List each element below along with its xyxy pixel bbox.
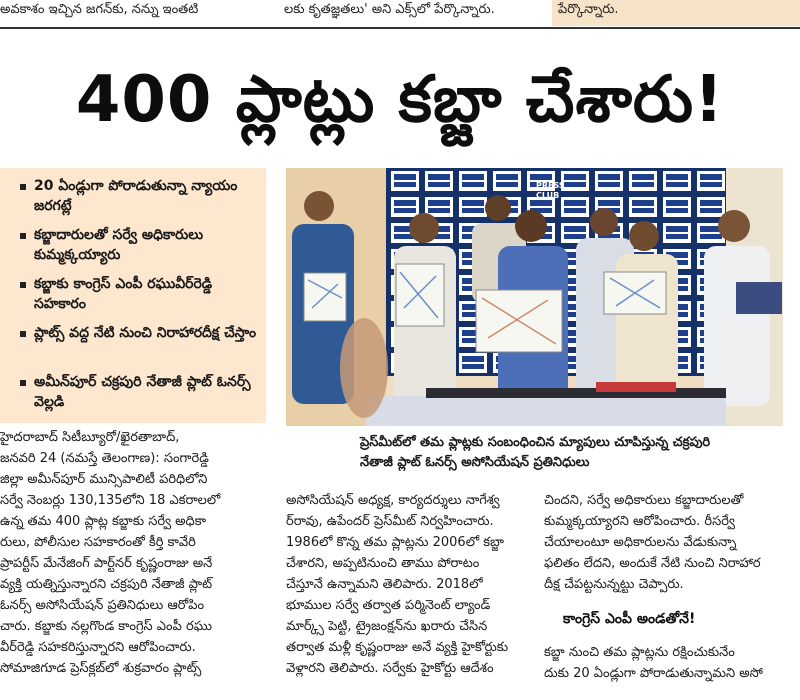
article-line: కబ్జా నుంచి తమ ప్లాట్లను రక్షించుకునేం bbox=[544, 645, 735, 660]
article-line: దుకు 20 ఏండ్లుగా పోరాడుతున్నామని అసో bbox=[544, 666, 763, 681]
article-line: ర్‌రావు, ఉపేందర్ ప్రెస్‌మీట్ నిర్వహించారు. bbox=[286, 514, 494, 529]
bullet-icon bbox=[20, 184, 26, 190]
article-subheading: కాంగ్రెస్ ఎంపీ అండతోనే! bbox=[563, 611, 696, 627]
article-line: చారు. కబ్జాకు నల్లగొండ కాంగ్రెస్ ఎంపీ రఘు bbox=[0, 619, 212, 634]
article-line: ఫలితం లేదని, అందుకే నేటి నుంచి నిరాహార bbox=[544, 556, 761, 571]
highlight-item bbox=[34, 225, 260, 265]
highlight-text: అమీన్‌పూర్ చక్రపురి నేతాజీ ప్లాట్ ఓనర్స్ వెల్లడి bbox=[34, 374, 251, 410]
bullet-icon bbox=[20, 380, 26, 386]
article-line: అసోసియేషన్ అధ్యక్ష, కార్యదర్శులు నాగేశ్వ bbox=[286, 493, 500, 508]
previous-article-text-left: అవకాశం ఇచ్చిన జగన్‌కు, నన్ను ఇంతటి bbox=[0, 2, 199, 17]
article-column-3 bbox=[544, 490, 794, 595]
article-column-1 bbox=[0, 427, 280, 679]
article-line: చేస్తూనే ఉన్నామని తెలిపారు. 2018లో bbox=[286, 577, 483, 592]
article-line: 1986లో కొన్న తమ ప్లాట్లను 2006లో కబ్జా bbox=[286, 535, 504, 550]
article-column-2 bbox=[286, 490, 536, 679]
previous-article-text-right: పేర్కొన్నారు. bbox=[558, 2, 619, 17]
highlights-box bbox=[0, 168, 266, 423]
highlight-text: కబ్జాకు కాంగ్రెస్ ఎంపీ రఘువీర్‌రెడ్డి సహకారం bbox=[34, 276, 213, 312]
article-line: జిల్లా అమీన్‌పూర్ మున్సిపాలిటీ పరిధిలోని bbox=[0, 472, 208, 487]
highlight-text: 20 ఏండ్లుగా పోరాడుతున్నా న్యాయం జరగట్లే bbox=[34, 178, 238, 214]
article-line: కుమ్మక్కయ్యారని ఆరోపించారు. రీసర్వే bbox=[544, 514, 735, 529]
article-line: సోమాజిగూడ ప్రెస్‌క్లబ్‌లో శుక్రవారం ప్లాట్స్ bbox=[0, 661, 202, 676]
article-line: చిందని, సర్వే అధికారులు కబ్జాదారులతో bbox=[544, 493, 744, 508]
section-divider bbox=[0, 27, 800, 29]
article-line: హైదరాబాద్ సిటీబ్యూరో/ఖైరతాబాద్, bbox=[0, 430, 180, 445]
article-line: ఉన్న తమ 400 ప్లాట్ల కబ్జాకు సర్వే అధికా bbox=[0, 514, 207, 529]
highlight-item bbox=[34, 372, 260, 412]
article-line: తర్వాత మళ్లీ కృష్ణంరాజు అనే వ్యక్తి హైకోర్టుకు bbox=[286, 640, 509, 655]
backdrop-press-label: PRESS bbox=[536, 181, 565, 190]
photo-caption: ప్రెస్‌మీట్‌లో తమ ప్లాట్లకు సంబంధించిన మ్యాపులు చూపిస్తున్న చక్రపురి నేతాజీ ప్లాట్ ఓనర్స్ అసోసియేషన్ ప్రతినిధులు bbox=[360, 435, 711, 470]
article-line: రులు, పోలీసుల సహకారంతో కీర్తి కావేరి bbox=[0, 535, 196, 550]
article-line: దీక్ష చేపట్టనున్నట్టు చెప్పారు. bbox=[544, 577, 684, 592]
article-column-3-continued bbox=[544, 642, 794, 684]
bullet-icon bbox=[20, 282, 26, 288]
article-line: వీర్‌రెడ్డి సహకరిస్తున్నారని ఆరోపించారు. bbox=[0, 640, 196, 655]
article-line: భూముల సర్వే తర్వాత పర్మినెంట్ ల్యాండ్ bbox=[286, 598, 491, 613]
bullet-icon bbox=[20, 233, 26, 239]
article-line: వెళ్లారని తెలిపారు. సర్వేకు హైకోర్టు ఆదేశం bbox=[286, 661, 494, 676]
previous-article-box bbox=[552, 0, 800, 26]
backdrop-club-label: CLUB bbox=[536, 191, 560, 200]
highlight-text: కబ్జాదారులతో సర్వే అధికారులు కుమ్మక్కయ్యారు bbox=[34, 227, 204, 263]
article-line: చేశారని, అప్పటినుంచి తాము పోరాటం bbox=[286, 556, 480, 571]
bullet-icon bbox=[20, 331, 26, 337]
press-meet-photo bbox=[286, 168, 783, 426]
highlight-item bbox=[34, 176, 260, 216]
headline: 400 ప్లాట్లు కబ్జా చేశారు! bbox=[75, 63, 725, 137]
highlight-item bbox=[34, 274, 260, 314]
article-line: చేయాలంటూ అధికారులను వేడుకున్నా bbox=[544, 535, 737, 550]
previous-article-text-middle: లకు కృతజ్ఞతలు' అని ఎక్స్‌లో పేర్కొన్నారు. bbox=[284, 2, 495, 17]
article-line: ఓనర్స్ అసోసియేషన్ ప్రతినిధులు ఆరోపిం bbox=[0, 598, 205, 613]
article-line: జనవరి 24 (నమస్తే తెలంగాణ): సంగారెడ్డి bbox=[0, 451, 209, 466]
article-line: ప్రాపర్టీస్ మేనేజింగ్ పార్ట్‌నర్ కృష్ణంరాజు అనే bbox=[0, 556, 213, 571]
highlight-item bbox=[34, 323, 260, 343]
article-line: సర్వే నెంబర్లు 130,135లోని 18 ఎకరాలలో bbox=[0, 493, 221, 508]
highlight-text: ప్లాట్స్ వద్ద నేటి నుంచి నిరాహారదీక్ష చేస్తాం bbox=[34, 325, 257, 341]
article-line: వ్యక్తి యత్నిస్తున్నారని చక్రపురి నేతాజీ ప్లాట్ bbox=[0, 577, 213, 592]
press-meet-photo-illustration bbox=[286, 168, 783, 426]
article-line: మార్క్స్ పెట్టి, ట్రైజంక్షన్‌ను ఖరారు చేసిన bbox=[286, 619, 488, 634]
